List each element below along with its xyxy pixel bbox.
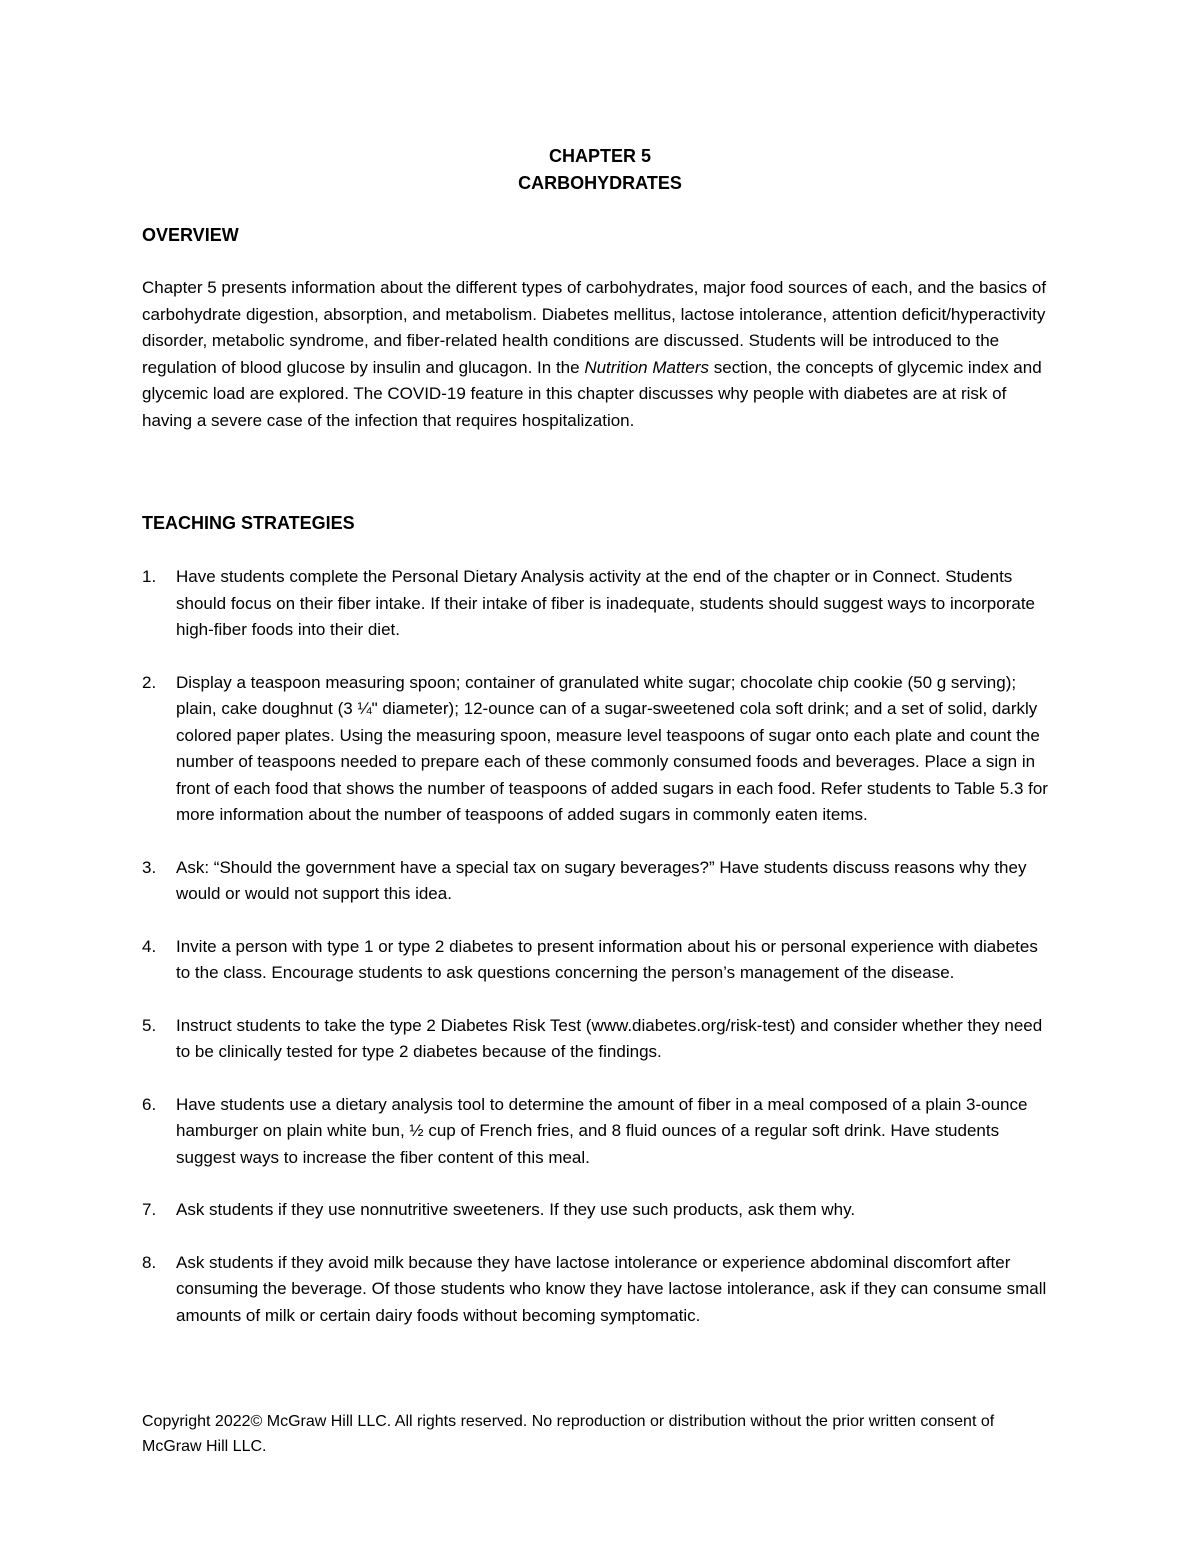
list-item-number: 1. — [142, 567, 157, 586]
list-item-text: Display a teaspoon measuring spoon; container of granulated white sugar; chocolate chip cookie (50 g serving); plain, cake doughnut (3 ¼" diameter); 12-ounce can of a sugar-sweetened cola soft drink; and a set of solid, darkly colored paper plates. Using the measuring spoon, measure level teaspoons of sugar onto each plate and count the number of teaspoons needed to prepare each of these commonly consumed foods and beverages. Place a sign in front of each food that shows the number of teaspoons of added sugars in each food. Refer students to Table 5.3 for more information about the number of teaspoons of added sugars in commonly eaten items. — [176, 672, 1048, 824]
list-item-text: Have students complete the Personal Dietary Analysis activity at the end of the chapter or in Connect. Students should focus on their fiber intake. If their intake of fiber is inadequate, students should suggest ways to incorporate high-fiber foods into their diet. — [176, 567, 1036, 639]
list-item-number: 6. — [142, 1094, 157, 1114]
teaching-strategies-heading: TEACHING STRATEGIES — [142, 513, 355, 533]
list-item — [142, 1013, 1054, 1066]
list-item-number: 8. — [142, 1252, 157, 1272]
list-item — [142, 855, 1054, 908]
teaching-strategies-list — [142, 564, 1054, 1329]
overview-italic-title: Nutrition Matters — [584, 357, 710, 377]
list-item — [142, 1197, 1054, 1224]
chapter-number: CHAPTER 5 — [548, 146, 651, 166]
list-item-text: Have students use a dietary analysis tool to determine the amount of fiber in a meal composed of a plain 3-ounce hamburger on plain white bun, ½ cup of French fries, and 8 fluid ounces of a regular soft drink. Have students suggest ways to increase the fiber content of this meal. — [176, 1094, 1028, 1167]
overview-heading: OVERVIEW — [142, 225, 239, 245]
list-item-text: Ask students if they use nonnutritive sweeteners. If they use such products, ask them why. — [176, 1200, 856, 1219]
chapter-name: CARBOHYDRATES — [518, 173, 682, 193]
list-item-text: Ask students if they avoid milk because they have lactose intolerance or experience abdominal discomfort after consuming the beverage. Of those students who know they have lactose intolerance, ask if they can consume small amounts of milk or certain dairy foods without becoming symptomatic. — [176, 1252, 1047, 1325]
list-item-number: 2. — [142, 672, 157, 692]
list-item-text: Ask: “Should the government have a special tax on sugary beverages?” Have students discuss reasons why they would or would not support this idea. — [176, 857, 1027, 903]
list-item-number: 5. — [142, 1015, 157, 1035]
list-item-number: 3. — [142, 857, 157, 877]
overview-text-end: section, the concepts of glycemic index and glycemic load are explored. The COVID-19 feature in this chapter discusses why people with diabetes are at risk of having a severe case of the infection that requires hospitalization. — [142, 357, 1042, 430]
list-item-text: Instruct students to take the type 2 Diabetes Risk Test (www.diabetes.org/risk-test) and consider whether they need to be clinically tested for type 2 diabetes because of the findings. — [176, 1015, 1043, 1061]
list-item — [142, 934, 1054, 987]
overview-text-start: Chapter 5 presents information about the different types of carbohydrates, major food sources of each, and the basics of carbohydrate digestion, absorption, and metabolism. Diabetes mellitus, lactose intolerance, attention deficit/hyperactivity disorder, metabolic syndrome, and fiber-related health conditions are discussed. Students will be introduced to the regulation of blood glucose by insulin and glucagon. In the — [142, 278, 1047, 377]
copyright-footer: Copyright 2022© McGraw Hill LLC. All rights reserved. No reproduction or distribution without the prior written consent of McGraw Hill LLC. — [142, 1413, 995, 1455]
list-item — [142, 1092, 1054, 1172]
list-item — [142, 1250, 1054, 1330]
list-item-number: 7. — [142, 1200, 157, 1219]
list-item-text: Invite a person with type 1 or type 2 diabetes to present information about his or personal experience with diabetes to the class. Encourage students to ask questions concerning the person’s management of the disease. — [176, 936, 1038, 982]
list-item — [142, 564, 1054, 644]
list-item — [142, 670, 1054, 829]
list-item-number: 4. — [142, 936, 157, 956]
overview-paragraph — [142, 275, 1054, 434]
